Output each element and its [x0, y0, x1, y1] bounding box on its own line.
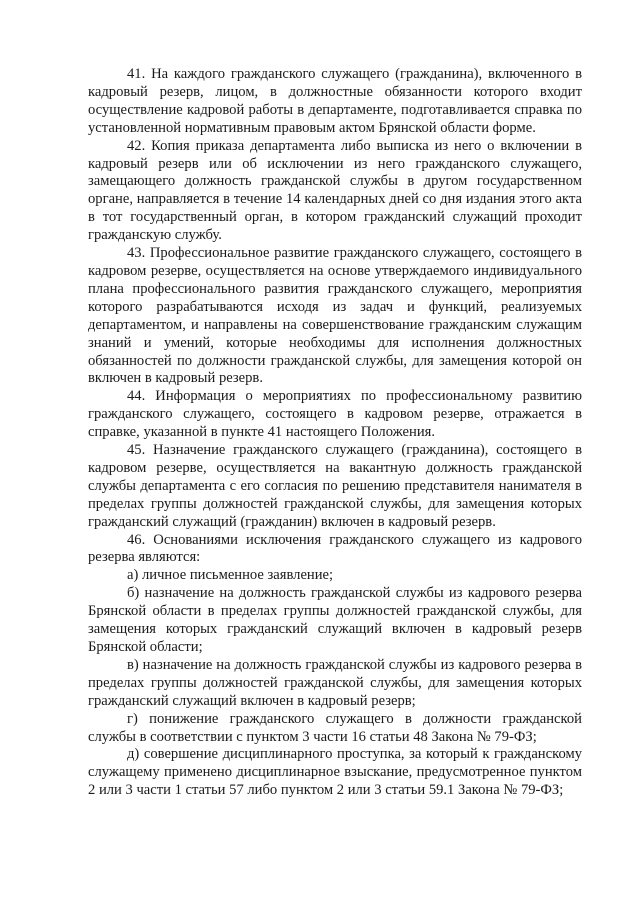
document-body — [88, 66, 582, 800]
paragraph-45: 45. Назначение гражданского служащего (гражданина), состоящего в кадровом резерве, осуществляется на вакантную должность гражданской службы департамента с его согласия по решению представителя нанимателя в пределах группы должностей гражданской службы, для замещения которых гражданский служащий (гражданин) включен в кадровый резерв. — [88, 442, 582, 530]
paragraph-44: 44. Информация о мероприятиях по профессиональному развитию гражданского служащего, состоящего в кадровом резерве, отражается в справке, указанной в пункте 41 настоящего Положения. — [88, 388, 582, 441]
paragraph-42: 42. Копия приказа департамента либо выписка из него о включении в кадровый резерв или об исключении из него гражданского служащего, замещающего должность гражданской службы в другом государственном органе, направляется в течение 14 календарных дней со дня издания этого акта в тот государственный орган, в котором гражданский служащий проходит гражданскую службу. — [88, 137, 582, 244]
list-item-a: а) личное письменное заявление; — [127, 567, 334, 584]
paragraph-41: 41. На каждого гражданского служащего (гражданина), включенного в кадровый резерв, лицом, в должностные обязанности которого входит осуществление кадровой работы в департаменте, подготавливается справка по установленной нормативным правовым актом Брянской области форме. — [88, 66, 582, 136]
paragraph-43: 43. Профессиональное развитие гражданского служащего, состоящего в кадровом резерве, осуществляется на основе утверждаемого индивидуального плана профессионального развития гражданского служащего, мероприятия которого разрабатываются исходя из задач и функций, реализуемых департаментом, и направлены на совершенствование гражданским служащим знаний и умений, которые необходимы для исполнения должностных обязанностей по должности гражданской службы, для замещения которой он включен в кадровый резерв. — [88, 245, 582, 387]
paragraph-46: 46. Основаниями исключения гражданского служащего из кадрового резерва являются: — [88, 531, 582, 566]
list-item-b: б) назначение на должность гражданской службы из кадрового резерва Брянской области в пределах группы должностей гражданской службы, для замещения которых гражданский служащий включен в кадровый резерв Брянской области; — [88, 585, 582, 655]
list-item-g: г) понижение гражданского служащего в должности гражданской службы в соответствии с пунктом 3 части 16 статьи 48 Закона № 79-ФЗ; — [88, 710, 582, 745]
list-item-v: в) назначение на должность гражданской службы из кадрового резерва в пределах группы должностей гражданской службы, для замещения которых гражданский служащий включен в кадровый резерв; — [88, 656, 582, 709]
list-item-d: д) совершение дисциплинарного проступка, за который к гражданскому служащему применено дисциплинарное взыскание, предусмотренное пунктом 2 или 3 части 1 статьи 57 либо пунктом 2 или 3 статьи 59.1 Закона № 79-ФЗ; — [88, 746, 582, 799]
